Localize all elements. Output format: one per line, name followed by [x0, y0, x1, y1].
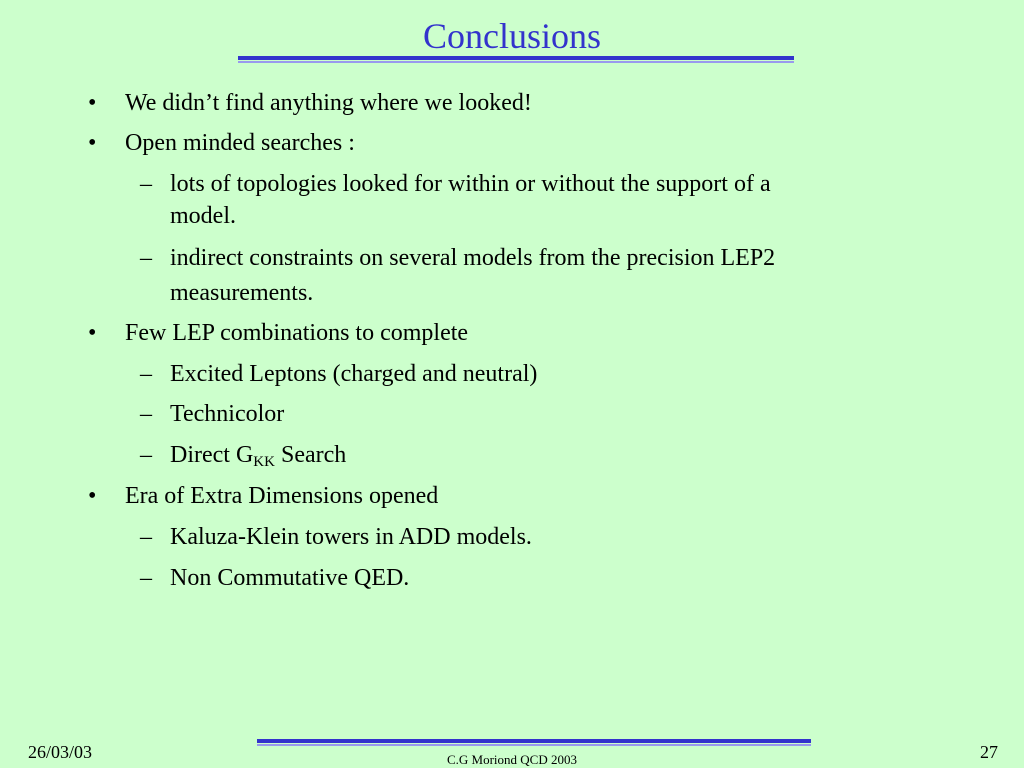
sub-bullet-marker: – [140, 524, 152, 550]
slide-title: Conclusions [422, 16, 601, 56]
sub-bullet-marker: – [140, 401, 152, 427]
sub-bullet-item: Non Commutative QED. [170, 565, 410, 591]
sub-bullet-marker: – [140, 245, 152, 271]
sub-bullet-item: Excited Leptons (charged and neutral) [170, 361, 538, 387]
direct-gkk-suffix: Search [274, 442, 347, 468]
sub-bullet-marker: – [140, 171, 152, 197]
sub-bullet-item-continuation: measurements. [170, 280, 314, 306]
bullet-marker: • [88, 90, 97, 116]
sub-bullet-item: indirect constraints on several models from the precision LEP2 [170, 245, 776, 271]
bullet-marker: • [88, 320, 97, 346]
direct-gkk-prefix: Direct G [170, 442, 254, 468]
bullet-item: Era of Extra Dimensions opened [125, 483, 439, 509]
sub-bullet-item: Technicolor [170, 401, 285, 427]
sub-bullet-marker: – [140, 442, 152, 468]
footer-rule-thick [257, 739, 811, 743]
kk-subscript: KK [253, 454, 275, 470]
footer-presentation-name: C.G Moriond QCD 2003 [446, 752, 577, 767]
sub-bullet-item-continuation: model. [170, 203, 236, 229]
sub-bullet-item: Kaluza-Klein towers in ADD models. [170, 524, 532, 550]
bullet-marker: • [88, 483, 97, 509]
bullet-item: Open minded searches : [125, 130, 355, 156]
sub-bullet-item: lots of topologies looked for within or without the support of a [170, 171, 771, 197]
bullet-item: We didn’t find anything where we looked! [125, 90, 532, 116]
footer-rule-thin [257, 744, 811, 746]
sub-bullet-marker: – [140, 565, 152, 591]
sub-bullet-item [170, 439, 930, 472]
bullet-item: Few LEP combinations to complete [125, 320, 469, 346]
footer-rule [257, 739, 811, 746]
page-number: 27 [980, 742, 998, 762]
bullet-marker: • [88, 130, 97, 156]
footer-date: 26/03/03 [28, 742, 93, 762]
sub-bullet-marker: – [140, 361, 152, 387]
